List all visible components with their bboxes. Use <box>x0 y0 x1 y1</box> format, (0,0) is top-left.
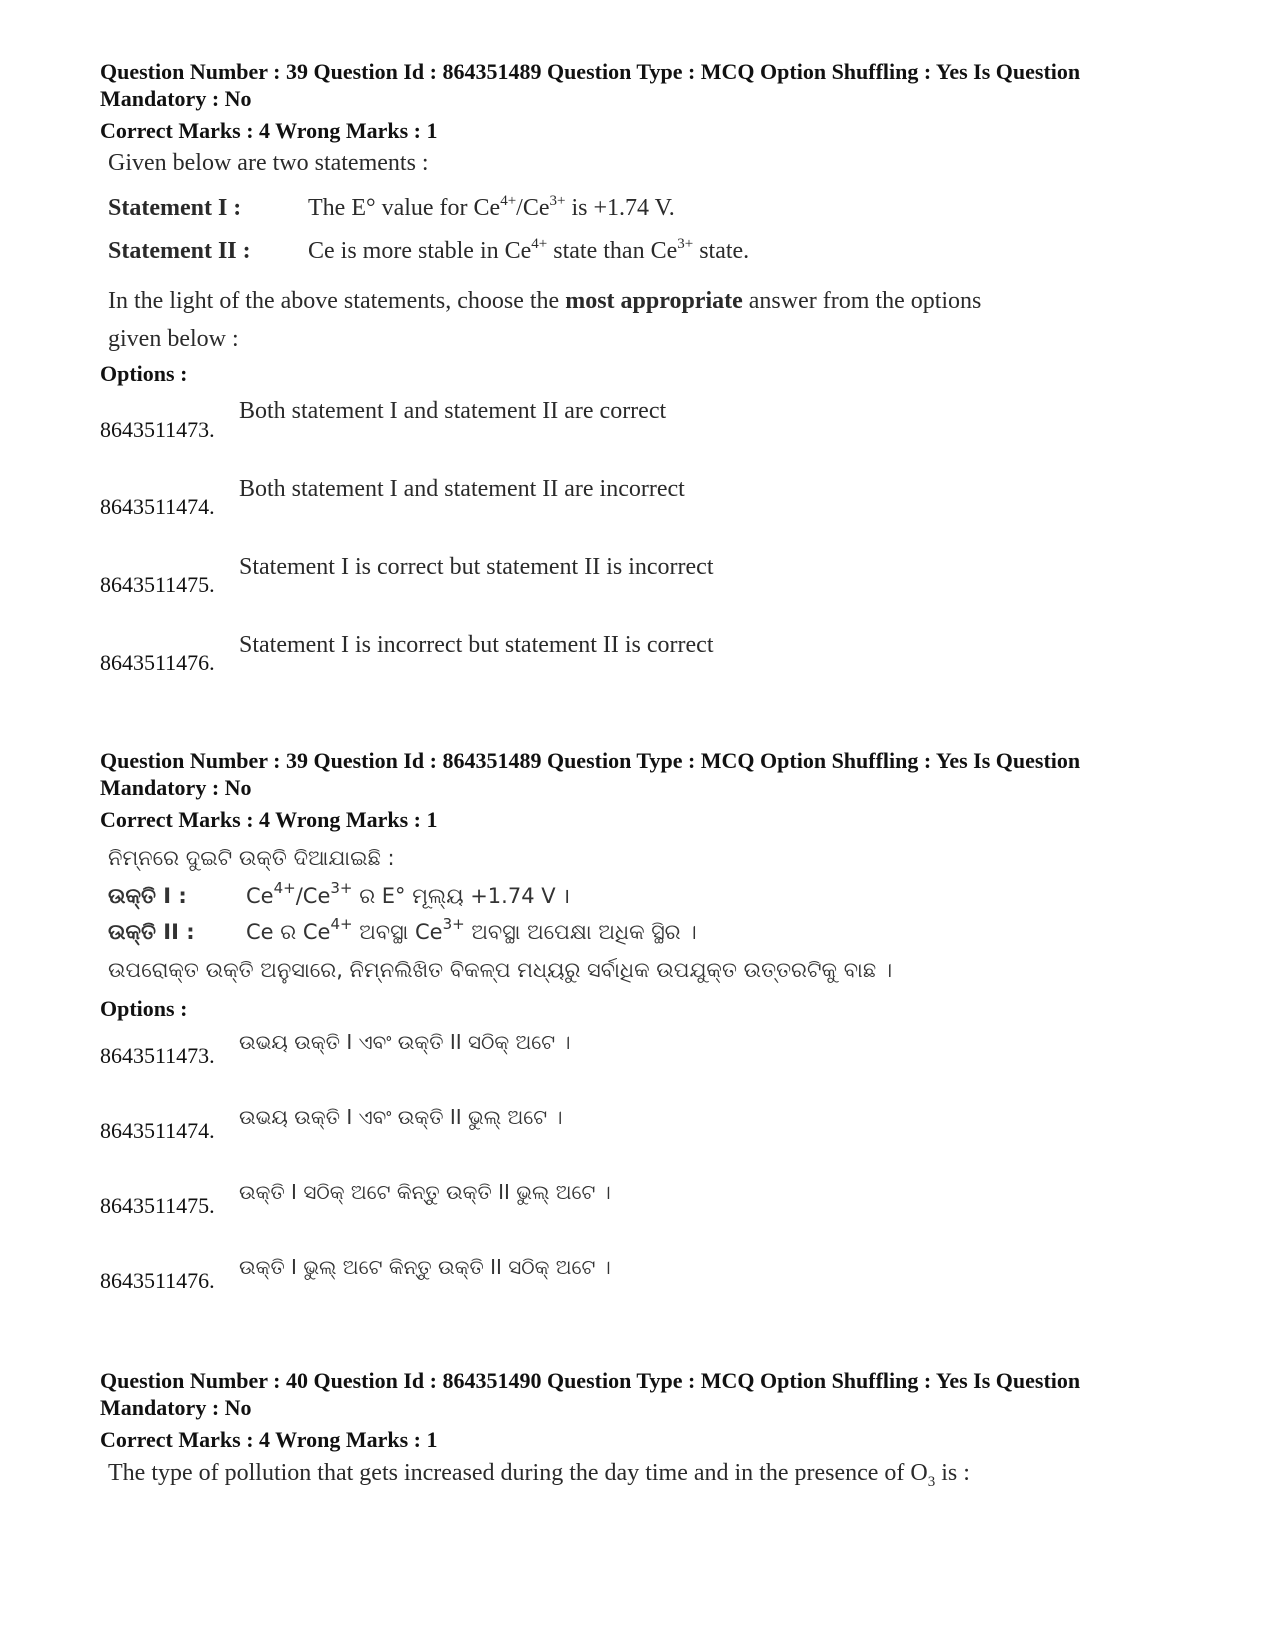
statement-1-text: The E° value for $Ce^{4+}/Ce^{3+}$ is +1.74 V. <box>308 193 675 221</box>
question-text: The type of pollution that gets increased during the day time and in the presence of $O_3$ is : <box>108 1460 970 1490</box>
statement-2-label: Statement II : <box>108 238 251 264</box>
question-instruction: In the light of the above statements, choose the most appropriate answer from the options given below : <box>108 288 982 352</box>
option-text: ଉଭୟ ଉକ୍ତି I ଏବଂ ଉକ୍ତି II ଭୁଲ୍ ଅଟେ । <box>239 1105 563 1129</box>
option-text: ଉକ୍ତି I ସଠିକ୍ ଅଟେ କିନ୍ତୁ ଉକ୍ତି II ଭୁଲ୍ ଅଟେ । <box>239 1180 611 1204</box>
option-text: ଉକ୍ତି I ଭୁଲ୍ ଅଟେ କିନ୍ତୁ ଉକ୍ତି II ସଠିକ୍ ଅଟେ । <box>239 1255 611 1279</box>
statement-1 <box>108 195 1198 222</box>
option-id: 8643511474. <box>100 494 215 519</box>
option-id: 8643511476. <box>100 650 215 675</box>
option-text: ଉଭୟ ଉକ୍ତି I ଏବଂ ଉକ୍ତି II ସଠିକ୍ ଅଟେ । <box>239 1030 571 1054</box>
option-id: 8643511475. <box>100 1193 215 1218</box>
option-id: 8643511475. <box>100 572 215 597</box>
statement-2-text: Ce is more stable in $Ce^{4+}$ state than $Ce^{3+}$ state. <box>308 236 750 264</box>
question-intro: ନିମ୍ନରେ ଦୁଇଟି ଉକ୍ତି ଦିଆଯାଇଛି : <box>108 846 395 870</box>
option-text: Both statement I and statement II are correct <box>239 398 667 424</box>
option-id: 8643511476. <box>100 1268 215 1293</box>
question-meta-line: Mandatory : No <box>100 1395 252 1420</box>
option-text: Statement I is incorrect but statement II is correct <box>239 632 714 658</box>
statement-2 <box>108 915 1198 945</box>
question-intro: Given below are two statements : <box>108 150 429 176</box>
question-meta-line: Question Number : 39 Question Id : 864351489 Question Type : MCQ Option Shuffling : Yes Is Question <box>100 59 1081 84</box>
question-meta-line: Mandatory : No <box>100 775 252 800</box>
marks-line: Correct Marks : 4 Wrong Marks : 1 <box>100 118 438 143</box>
statement-1-label: Statement I : <box>108 195 242 221</box>
options-label: Options : <box>100 361 188 386</box>
options-label: Options : <box>100 996 188 1021</box>
statement-2-label: ଉକ୍ତି II : <box>108 920 195 944</box>
marks-line: Correct Marks : 4 Wrong Marks : 1 <box>100 807 438 832</box>
question-header <box>100 1367 1190 1453</box>
option-text: Statement I is correct but statement II is incorrect <box>239 554 714 580</box>
statement-2 <box>108 238 1198 265</box>
question-header <box>100 747 1190 833</box>
statement-1 <box>108 879 1198 910</box>
statement-2-text: Ce ର $Ce^{4+}$ ଅବସ୍ଥା $Ce^{3+}$ ଅବସ୍ଥା ଅପେକ୍ଷା ଅଧିକ ସ୍ଥିର । <box>246 915 697 944</box>
option-text: Both statement I and statement II are incorrect <box>239 476 685 502</box>
question-header <box>100 58 1190 144</box>
statement-1-text: $Ce^{4+}/Ce^{3+}$ ର E° ମୂଲ୍ୟ +1.74 V । <box>246 879 571 908</box>
question-meta-line: Question Number : 40 Question Id : 864351490 Question Type : MCQ Option Shuffling : Yes Is Question <box>100 1368 1081 1393</box>
option-id: 8643511473. <box>100 1043 215 1068</box>
question-meta-line: Mandatory : No <box>100 86 252 111</box>
statement-1-label: ଉକ୍ତି I : <box>108 884 187 908</box>
option-id: 8643511474. <box>100 1118 215 1143</box>
question-meta-line: Question Number : 39 Question Id : 864351489 Question Type : MCQ Option Shuffling : Yes Is Question <box>100 748 1081 773</box>
marks-line: Correct Marks : 4 Wrong Marks : 1 <box>100 1427 438 1452</box>
question-instruction: ଉପରୋକ୍ତ ଉକ୍ତି ଅନୁସାରେ, ନିମ୍ନଲିଖିତ ବିକଳ୍ପ ମଧ୍ୟରୁ ସର୍ବାଧିକ ଉପଯୁକ୍ତ ଉତ୍ତରଟିକୁ ବାଛ । <box>108 958 893 982</box>
option-id: 8643511473. <box>100 417 215 442</box>
